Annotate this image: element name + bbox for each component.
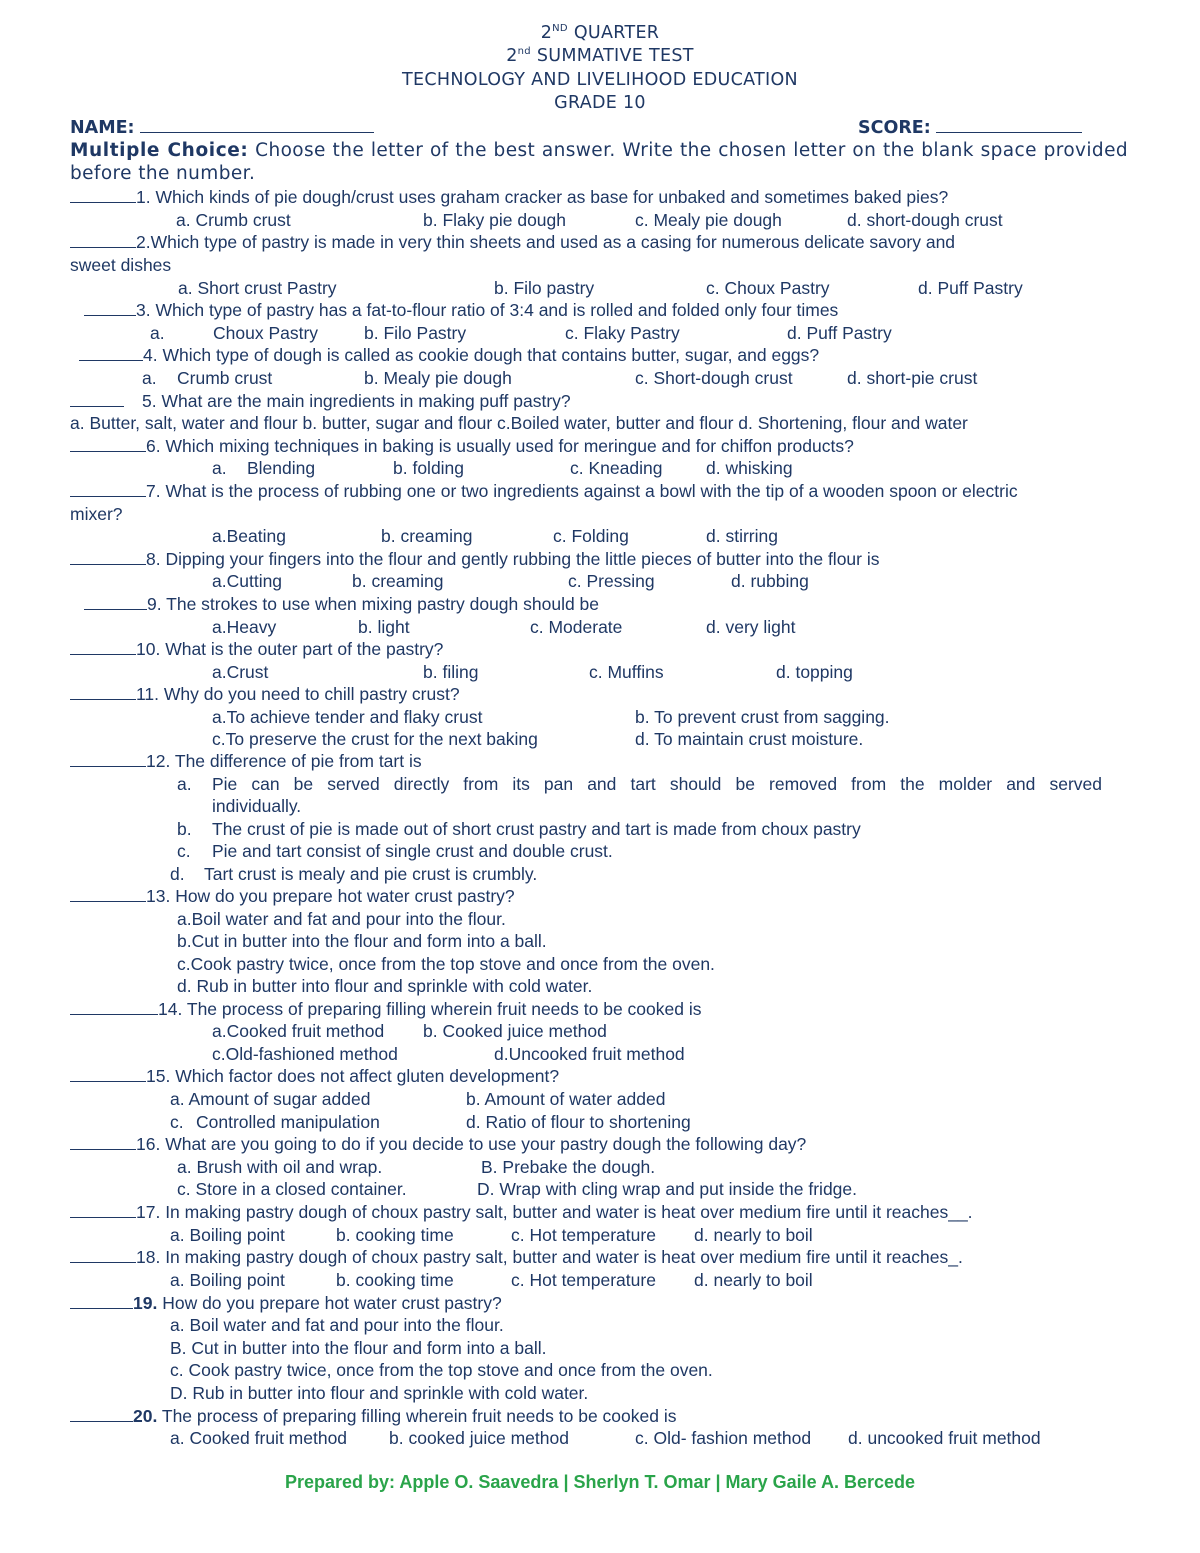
- option: a.Cooked fruit method: [212, 1021, 385, 1041]
- question-20: 20. The process of preparing filling wherein fruit needs to be cooked is: [70, 1405, 676, 1427]
- option: b. creaming: [381, 526, 473, 546]
- option: c. Kneading: [570, 458, 663, 478]
- question-14: 14. The process of preparing filling wherein fruit needs to be cooked is: [70, 998, 701, 1020]
- question-6: 6. Which mixing techniques in baking is usually used for meringue and for chiffon products?: [70, 435, 854, 457]
- question-16: 16. What are you going to do if you decide to use your pastry dough the following day?: [70, 1133, 806, 1155]
- option-cont: individually.: [212, 796, 302, 816]
- option: a.Cutting: [212, 571, 283, 591]
- prepared-by-footer: Prepared by: Apple O. Saavedra | Sherlyn T. Omar | Mary Gaile A. Bercede: [285, 1472, 915, 1492]
- option: a.: [142, 368, 157, 388]
- option: d. To maintain crust moisture.: [635, 729, 864, 749]
- option: a.: [150, 323, 165, 343]
- option-letter: c.: [177, 841, 191, 861]
- option-letter: a.: [177, 774, 192, 794]
- option: Tart crust is mealy and pie crust is crumbly.: [204, 864, 538, 884]
- option: b. filing: [423, 662, 479, 682]
- option: c. Muffins: [589, 662, 664, 682]
- option: Controlled manipulation: [196, 1112, 380, 1132]
- answer-blank[interactable]: [70, 684, 136, 700]
- question-18: 18. In making pastry dough of choux pastry salt, butter and water is heat over medium fire until it reaches_.: [70, 1246, 963, 1268]
- option: d. short-dough crust: [847, 210, 1003, 230]
- option: d. nearly to boil: [694, 1270, 813, 1290]
- instructions-label: Multiple Choice:: [70, 140, 249, 161]
- question-4: 4. Which type of dough is called as cookie dough that contains butter, sugar, and eggs?: [79, 344, 819, 366]
- name-score-row: [70, 116, 1130, 139]
- question-2-cont: sweet dishes: [70, 255, 172, 275]
- option: b. Mealy pie dough: [364, 368, 512, 388]
- option: a.Beating: [212, 526, 286, 546]
- option: c. Folding: [553, 526, 629, 546]
- answer-blank[interactable]: [84, 594, 147, 610]
- option-letter: b.: [177, 819, 192, 839]
- option: b. Filo Pastry: [364, 323, 467, 343]
- option: d. nearly to boil: [694, 1225, 813, 1245]
- option: Pie and tart consist of single crust and double crust.: [212, 841, 613, 861]
- option: b.Cut in butter into the flour and form into a ball.: [177, 931, 547, 951]
- header-quarter: 2ND QUARTER: [540, 23, 660, 43]
- option: D. Wrap with cling wrap and put inside the fridge.: [477, 1179, 858, 1199]
- answer-blank[interactable]: [70, 436, 146, 452]
- answer-blank[interactable]: [70, 1202, 136, 1218]
- option: a. Brush with oil and wrap.: [177, 1157, 383, 1177]
- option: c. Pressing: [568, 571, 655, 591]
- option: a. Butter, salt, water and flour b. butter, sugar and flour c.Boiled water, butter and flour d. Shortening, flour and water: [70, 413, 968, 433]
- answer-blank[interactable]: [70, 481, 146, 497]
- option: a. Short crust Pastry: [178, 278, 337, 298]
- option: b. cooked juice method: [389, 1428, 569, 1448]
- option: Blending: [247, 458, 316, 478]
- score-label: SCORE:: [858, 118, 931, 138]
- option: c.To preserve the crust for the next baking: [212, 729, 538, 749]
- option: d. Puff Pastry: [787, 323, 892, 343]
- answer-blank[interactable]: [70, 1247, 136, 1263]
- option: d. uncooked fruit method: [848, 1428, 1041, 1448]
- question-7: 7. What is the process of rubbing one or two ingredients against a bowl with the tip of a wooden spoon or electric: [70, 480, 1018, 502]
- option: b. cooking time: [336, 1270, 454, 1290]
- answer-blank[interactable]: [84, 300, 136, 316]
- option: Choux Pastry: [213, 323, 319, 343]
- option: b. Cooked juice method: [423, 1021, 607, 1041]
- option: d.Uncooked fruit method: [494, 1044, 685, 1064]
- option: b. Amount of water added: [466, 1089, 666, 1109]
- option: D. Rub in butter into flour and sprinkle with cold water.: [170, 1383, 589, 1403]
- answer-blank[interactable]: [70, 886, 146, 902]
- option: c. Old- fashion method: [635, 1428, 812, 1448]
- option: c.Old-fashioned method: [212, 1044, 398, 1064]
- option: d. Rub in butter into flour and sprinkle with cold water.: [177, 976, 593, 996]
- option: b. creaming: [352, 571, 444, 591]
- answer-blank[interactable]: [79, 345, 143, 361]
- answer-blank[interactable]: [70, 1134, 136, 1150]
- option: a.Boil water and fat and pour into the flour.: [177, 909, 506, 929]
- option: c. Hot temperature: [511, 1225, 656, 1245]
- answer-blank[interactable]: [70, 187, 136, 203]
- option-letter: c.: [170, 1112, 184, 1132]
- score-blank[interactable]: [936, 116, 1082, 133]
- question-2: 2.Which type of pastry is made in very thin sheets and used as a casing for numerous delicate savory and: [70, 231, 955, 253]
- question-19: 19. How do you prepare hot water crust pastry?: [70, 1292, 502, 1314]
- option: b. Filo pastry: [494, 278, 595, 298]
- option: a.: [212, 458, 227, 478]
- option: d. whisking: [706, 458, 793, 478]
- answer-blank[interactable]: [70, 999, 158, 1015]
- question-12: 12. The difference of pie from tart is: [70, 750, 422, 772]
- answer-blank[interactable]: [70, 639, 136, 655]
- option: c.Cook pastry twice, once from the top stove and once from the oven.: [177, 954, 715, 974]
- option: b. Flaky pie dough: [423, 210, 567, 230]
- option: Pie can be served directly from its pan and tart should be removed from the molder and served: [212, 774, 1102, 794]
- question-17: 17. In making pastry dough of choux pastry salt, butter and water is heat over medium fire until it reaches__.: [70, 1201, 973, 1223]
- option: d. very light: [706, 617, 796, 637]
- question-10: 10. What is the outer part of the pastry?: [70, 638, 443, 660]
- answer-blank[interactable]: [70, 1406, 133, 1422]
- answer-blank[interactable]: [70, 232, 136, 248]
- option: a. Boiling point: [170, 1225, 285, 1245]
- option: a. Amount of sugar added: [170, 1089, 371, 1109]
- question-5: 5. What are the main ingredients in making puff pastry?: [70, 390, 571, 412]
- question-13: 13. How do you prepare hot water crust pastry?: [70, 885, 515, 907]
- option: c. Flaky Pastry: [565, 323, 680, 343]
- answer-blank[interactable]: [70, 751, 146, 767]
- option: c. Short-dough crust: [635, 368, 793, 388]
- answer-blank[interactable]: [70, 549, 146, 565]
- option: c. Choux Pastry: [706, 278, 830, 298]
- option: a.Heavy: [212, 617, 277, 637]
- question-8: 8. Dipping your fingers into the flour and gently rubbing the little pieces of butter into the flour is: [70, 548, 880, 570]
- option: d. short-pie crust: [847, 368, 978, 388]
- option: Crumb crust: [177, 368, 273, 388]
- header-grade: GRADE 10: [554, 93, 646, 113]
- option: d. Ratio of flour to shortening: [466, 1112, 691, 1132]
- instructions: [70, 139, 1128, 185]
- question-7-cont: mixer?: [70, 504, 123, 524]
- answer-blank[interactable]: [70, 1293, 133, 1309]
- question-1: 1. Which kinds of pie dough/crust uses graham cracker as base for unbaked and sometimes baked pies?: [70, 186, 948, 208]
- option: d. stirring: [706, 526, 778, 546]
- option: The crust of pie is made out of short crust pastry and tart is made from choux pastry: [212, 819, 861, 839]
- option: a.Crust: [212, 662, 269, 682]
- option: d. topping: [776, 662, 853, 682]
- option: a. Boiling point: [170, 1270, 285, 1290]
- name-blank[interactable]: [140, 116, 374, 133]
- option: a. Cooked fruit method: [170, 1428, 348, 1448]
- option: c. Moderate: [530, 617, 623, 637]
- option: a.To achieve tender and flaky crust: [212, 707, 483, 727]
- option: c. Store in a closed container.: [177, 1179, 407, 1199]
- name-label: NAME:: [70, 118, 135, 138]
- option: c. Cook pastry twice, once from the top stove and once from the oven.: [170, 1360, 713, 1380]
- option: c. Hot temperature: [511, 1270, 656, 1290]
- header-test: 2nd SUMMATIVE TEST: [506, 46, 694, 66]
- option-letter: d.: [170, 864, 185, 884]
- option: a. Crumb crust: [176, 210, 291, 230]
- option: b. light: [358, 617, 410, 637]
- option: d. Puff Pastry: [918, 278, 1023, 298]
- header-subject: TECHNOLOGY AND LIVELIHOOD EDUCATION: [402, 70, 798, 90]
- option: c. Mealy pie dough: [635, 210, 782, 230]
- question-9: 9. The strokes to use when mixing pastry dough should be: [84, 593, 599, 615]
- question-11: 11. Why do you need to chill pastry crust?: [70, 683, 460, 705]
- answer-blank[interactable]: [70, 1066, 146, 1082]
- question-15: 15. Which factor does not affect gluten development?: [70, 1065, 559, 1087]
- instructions-text: Choose the letter of the best answer. Write the chosen letter on the blank space provided before the number.: [70, 140, 1128, 184]
- option: a. Boil water and fat and pour into the flour.: [170, 1315, 504, 1335]
- option: B. Cut in butter into the flour and form into a ball.: [170, 1338, 547, 1358]
- question-3: 3. Which type of pastry has a fat-to-flour ratio of 3:4 and is rolled and folded only four times: [84, 299, 838, 321]
- answer-blank[interactable]: [70, 391, 124, 407]
- option: B. Prebake the dough.: [481, 1157, 656, 1177]
- option: b. To prevent crust from sagging.: [635, 707, 890, 727]
- option: b. folding: [393, 458, 465, 478]
- option: b. cooking time: [336, 1225, 454, 1245]
- option: d. rubbing: [731, 571, 809, 591]
